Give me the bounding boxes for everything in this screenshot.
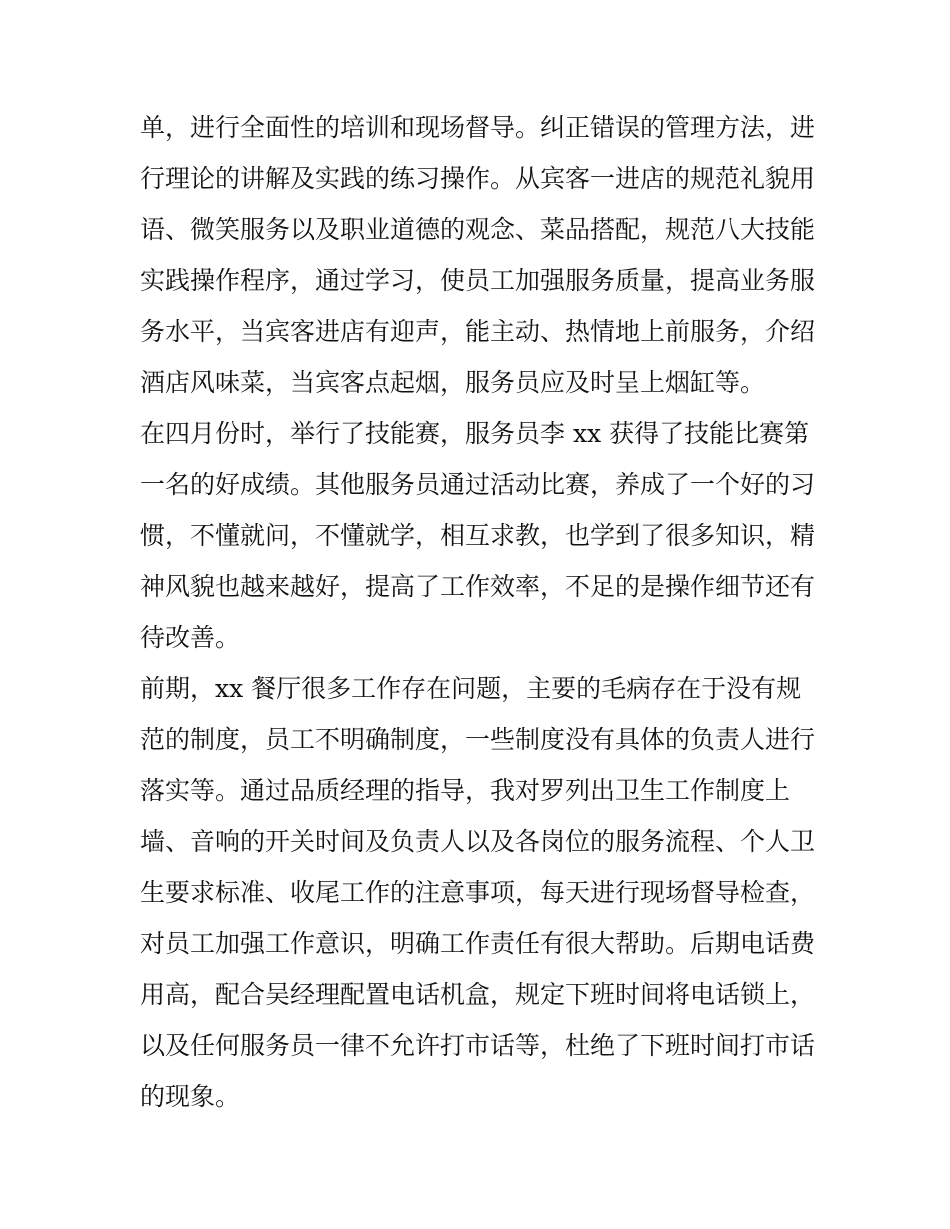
paragraph-training <box>140 102 820 408</box>
text-line: 酒店风味菜，当宾客点起烟，服务员应及时呈上烟缸等。 <box>140 368 766 397</box>
text-line: 务水平，当宾客进店有迎声，能主动、热情地上前服务，介绍 <box>140 317 816 346</box>
text-line: 以及任何服务员一律不允许打市话等，杜绝了下班时间打市话 <box>140 1031 816 1060</box>
text-line: 生要求标准、收尾工作的注意事项，每天进行现场督导检查， <box>140 878 816 907</box>
text-line: 单，进行全面性的培训和现场督导。纠正错误的管理方法，进 <box>140 113 816 142</box>
text-line: 的现象。 <box>140 1082 241 1111</box>
text-line: 神风貌也越来越好，提高了工作效率，不足的是操作细节还有 <box>140 572 816 601</box>
text-line: 用高，配合吴经理配置电话机盒，规定下班时间将电话锁上， <box>140 980 816 1009</box>
text-line: 墙、音响的开关时间及负责人以及各岗位的服务流程、个人卫 <box>140 827 816 856</box>
text-line: 对员工加强工作意识，明确工作责任有很大帮助。后期电话费 <box>140 929 816 958</box>
text-line: 实践操作程序，通过学习，使员工加强服务质量，提高业务服 <box>140 266 816 295</box>
text-line: 落实等。通过品质经理的指导，我对罗列出卫生工作制度上 <box>140 776 791 805</box>
text-line: 待改善。 <box>140 623 241 652</box>
document-body <box>140 102 820 1122</box>
paragraph-management <box>140 663 820 1122</box>
text-line: 语、微笑服务以及职业道德的观念、菜品搭配，规范八大技能 <box>140 215 816 244</box>
text-line: 范的制度，员工不明确制度，一些制度没有具体的负责人进行 <box>140 725 816 754</box>
text-line: 一名的好成绩。其他服务员通过活动比赛，养成了一个好的习 <box>140 470 816 499</box>
paragraph-skills-contest <box>140 408 820 663</box>
text-line: 前期，xx 餐厅很多工作存在问题，主要的毛病存在于没有规 <box>140 674 802 703</box>
text-line: 在四月份时，举行了技能赛，服务员李 xx 获得了技能比赛第 <box>140 419 810 448</box>
text-line: 行理论的讲解及实践的练习操作。从宾客一进店的规范礼貌用 <box>140 164 816 193</box>
text-line: 惯，不懂就问，不懂就学，相互求教，也学到了很多知识，精 <box>140 521 816 550</box>
